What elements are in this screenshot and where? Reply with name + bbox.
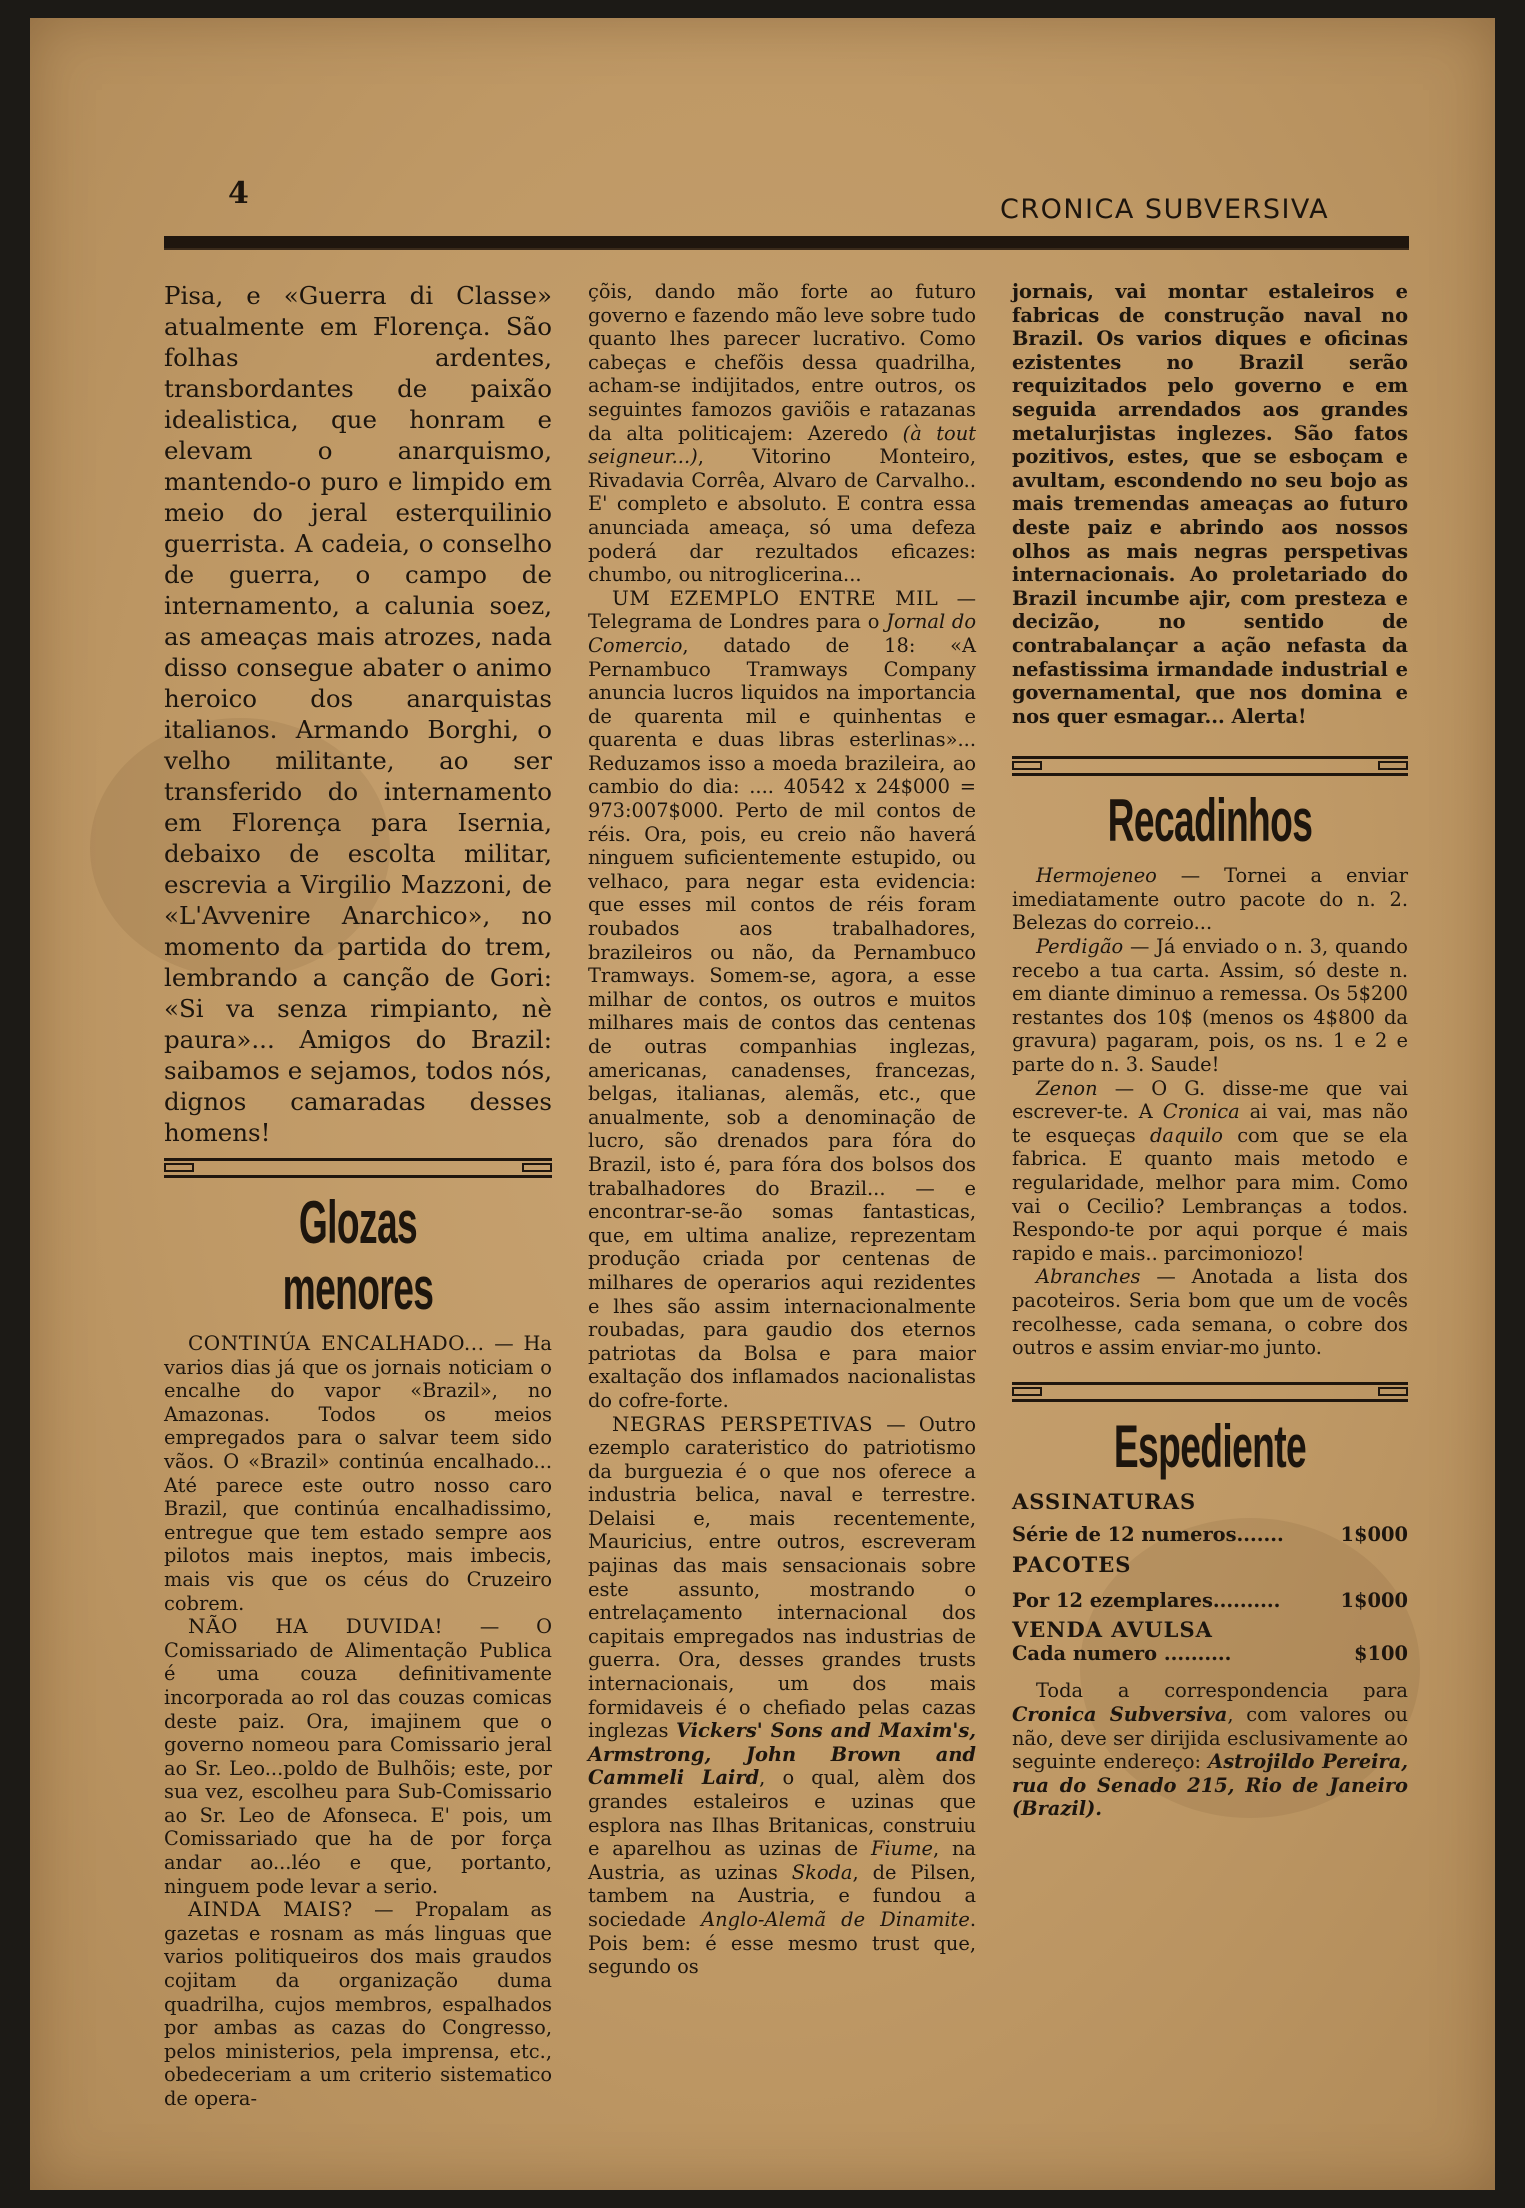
- article-ainda-mais: AINDA MAIS? — Propalam as gazetas e rosnam as más linguas que varios politiqueiros dos mais graudos cojitam da organização duma quadrilha, cujos membros, espalhados por ambas as cazas do Congresso, pelos ministerios, pela imprensa, etc., obedeceriam a um criterio sistematico de opera-: [164, 1897, 552, 2110]
- subscription-price-row: Série de 12 numeros....... 1$000: [1012, 1523, 1408, 1547]
- page-number: 4: [228, 176, 249, 211]
- article-continuation: çõis, dando mão forte ao futuro governo e fazendo mão leve sobre tudo quanto lhes parecer lucrativo. Como cabeças e chefõis dessa quadrilha, acham-se indijitados, entre outros, os seguintes famozos gaviõis e ratazanas da alta politicajem: Azeredo (à tout seigneur...), Vitorino Monteiro, Rivadavia Corrêa, Alvaro de Carvalho.. E' completo e absoluto. E contra essa anunciada ameaça, só uma defeza poderá dar rezultados eficazes: chumbo, ou nitroglicerina...: [588, 280, 976, 587]
- column-1: [164, 280, 552, 2111]
- single-sale-heading: VENDA AVULSA: [1012, 1617, 1213, 1643]
- pack-price-row: Por 12 ezemplares.......... 1$000: [1012, 1588, 1408, 1612]
- section-divider: [1012, 1382, 1408, 1402]
- section-divider: [164, 1158, 552, 1178]
- note-perdigao: Perdigão — Já enviado o n. 3, quando recebo a tua carta. Assim, só deste n. em diante diminuo a remessa. Os 5$200 restantes dos 10$ (menos os 4$800 da gravura) pagaram, pois, os ns. 1 e 2 e parte do n. 3. Saude!: [1012, 935, 1408, 1077]
- column-2: [588, 280, 976, 1979]
- section-divider: [1012, 756, 1408, 776]
- anarchist-paragraph: Pisa, e «Guerra di Classe» atualmente em Florença. São folhas ardentes, transbordantes de paixão idealistica, que honram e elevam o anarquismo, mantendo-o puro e limpido em meio do jeral esterquilinio guerrista. A cadeia, o conselho de guerra, o campo de internamento, a calunia soez, as ameaças mais atrozes, nada disso consegue abater o animo heroico dos anarquistas italianos. Armando Borghi, o velho militante, ao ser transferido do internamento em Florença para Isernia, debaixo de escolta militar, escrevia a Virgilio Mazzoni, de «L'Avvenire Anarchico», no momento da partida do trem, lembrando a canção de Gori: «Si va senza rimpianto, nè paura»... Amigos do Brazil: saibamos e sejamos, todos nós, dignos camaradas desses homens!: [164, 281, 552, 1147]
- section-title-glozas: Glozas menores: [282, 1189, 434, 1322]
- note-hermojeneo: Hermojeneo — Tornei a enviar imediatamente outro pacote do n. 2. Belezas do correio...: [1012, 864, 1408, 935]
- article-negras-perspetivas: NEGRAS PERSPETIVAS — Outro ezemplo carateristico do patriotismo da burguezia é o que nos oferece a industria belica, naval e terrestre. Delaisi e, mais recentemente, Mauricius, entre outros, escreveram pajinas das mais sensacionais sobre este assunto, mostrando o entrelaçamento internacional dos capitais empregados nas industrias de guerra. Ora, desses grandes trusts internacionais, um dos mais formidaveis é o chefiado pelas cazas inglezas Vickers' Sons and Maxim's, Armstrong, John Brown and Cammeli Laird, o qual, alèm dos grandes estaleiros e uzinas que esplora nas Ilhas Britanicas, construiu e aparelhou as uzinas de Fiume, na Austria, as uzinas Skoda, de Pilsen, tambem na Austria, e fundou a sociedade Anglo-Alemã de Dinamite. Pois bem: é esse mesmo trust que, segundo os: [588, 1411, 977, 1979]
- article-conclusion: jornais, vai montar estaleiros e fabricas de construção naval no Brazil. Os varios diques e oficinas ezistentes no Brazil serão requizitados pelo governo e em seguida arrendados aos grandes metalurjistas inglezes. São fatos pozitivos, estes, que se esboçam e avultam, escondendo no seu bojo as mais tremendas ameaças ao futuro deste paiz e abrindo aos nossos olhos as mais negras perspetivas internacionais. Ao proletariado do Brazil incumbe ajir, com presteza e decizão, no sentido de contrabalançar a ação nefasta da nefastissima irmandade industrial e governamental, que nos domina e nos quer esmagar... Alerta!: [1012, 280, 1408, 728]
- header-rule: [164, 236, 1409, 250]
- running-title: CRONICA SUBVERSIVA: [1000, 194, 1330, 225]
- article-encalhado: CONTINÚA ENCALHADO... — Ha varios dias já que os jornais noticiam o encalhe do vapor «Brazil», no Amazonas. Todos os meios empregados para o salvar teem sido vãos. O «Brazil» continúa encalhado... Até parece este outro nosso caro Brazil, que continúa encalhadissimo, entregue que tem estado sempre aos pilotos mais ineptos, mais imbecis, mais vis que os céus do Cruzeiro cobrem.: [164, 1331, 552, 1615]
- article-ezemplo: UM EZEMPLO ENTRE MIL — Telegrama de Londres para o Jornal do Comercio, datado de 18: «A Pernambuco Tramways Company anuncia lucros liquidos na importancia de quarenta mil e quinhentas e quarenta e duas libras esterlinas»... Reduzamos isso a moeda brazileira, ao cambio do dia: .... 40542 x 24$000 = 973:007$000. Perto de mil contos de réis. Ora, pois, eu creio não haverá ninguem suficientemente estupido, ou velhaco, para negar esta evidencia: que esses mil contos de réis foram roubados aos trabalhadores, brazileiros ou não, da Pernambuco Tramways. Somem-se, agora, a esse milhar de contos, os outros e muitos milhares mais de contos das centenas de outras companhias inglezas, americanas, canadenses, francezas, belgas, italianas, alemãs, etc., que anualmente, sob a denominação de lucro, são drenados para fóra do Brazil, isto é, para fóra dos bolsos dos trabalhadores do Brazil... — e encontrar-se-ão somas fantasticas, que, em ultima analize, reprezentam produção criada por centenas de milhares de operarios aqui rezidentes e lhes são assim internacionalmente roubadas, para gaudio dos eternos patriotas da Bolsa e para maior exaltação dos inflamados nacionalistas do cofre-forte.: [588, 585, 977, 1412]
- column-3: [1012, 280, 1408, 1821]
- section-title-recadinhos: Recadinhos: [1107, 787, 1313, 855]
- single-price-row: Cada numero .......... $100: [1012, 1641, 1408, 1665]
- article-nao-ha-duvida: NÃO HA DUVIDA! — O Comissariado de Alimentação Publica é uma couza definitivamente incorporada ao rol das couzas comicas deste paiz. Ora, imajinem que o governo nomeou para Comissario jeral ao Sr. Leo...poldo de Bulhõis; este, por sua vez, escolheu para Sub-Comissario ao Sr. Leo de Afonseca. E' pois, um Comissariado que ha de por força andar ao...léo e que, portanto, ninguem pode levar a serio.: [164, 1614, 552, 1898]
- correspondence-notice: Toda a correspondencia para Cronica Subversiva, com valores ou não, deve ser dirijida esclusivamente ao seguinte endereço: Astrojildo Pereira, rua do Senado 215, Rio de Janeiro (Brazil).: [1012, 1679, 1409, 1821]
- section-title-espediente: Espediente: [1113, 1412, 1307, 1480]
- note-zenon: Zenon — O G. disse-me que vai escrever-te. A Cronica ai vai, mas não te esqueças daquilo com que se ela fabrica. E quanto mais metodo e regularidade, melhor para mim. Como vai o Cecilio? Lembranças a todos. Respondo-te por aqui porque é mais rapido e mais.. parcimoniozo!: [1012, 1076, 1409, 1265]
- note-abranches: Abranches — Anotada a lista dos pacoteiros. Seria bom que um de vocês recolhesse, cada semana, o cobre dos outros e assim enviar-mo junto.: [1012, 1265, 1408, 1360]
- packs-heading: PACOTES: [1012, 1551, 1132, 1577]
- subscriptions-heading: ASSINATURAS: [1012, 1488, 1197, 1514]
- newspaper-page: [30, 18, 1495, 2190]
